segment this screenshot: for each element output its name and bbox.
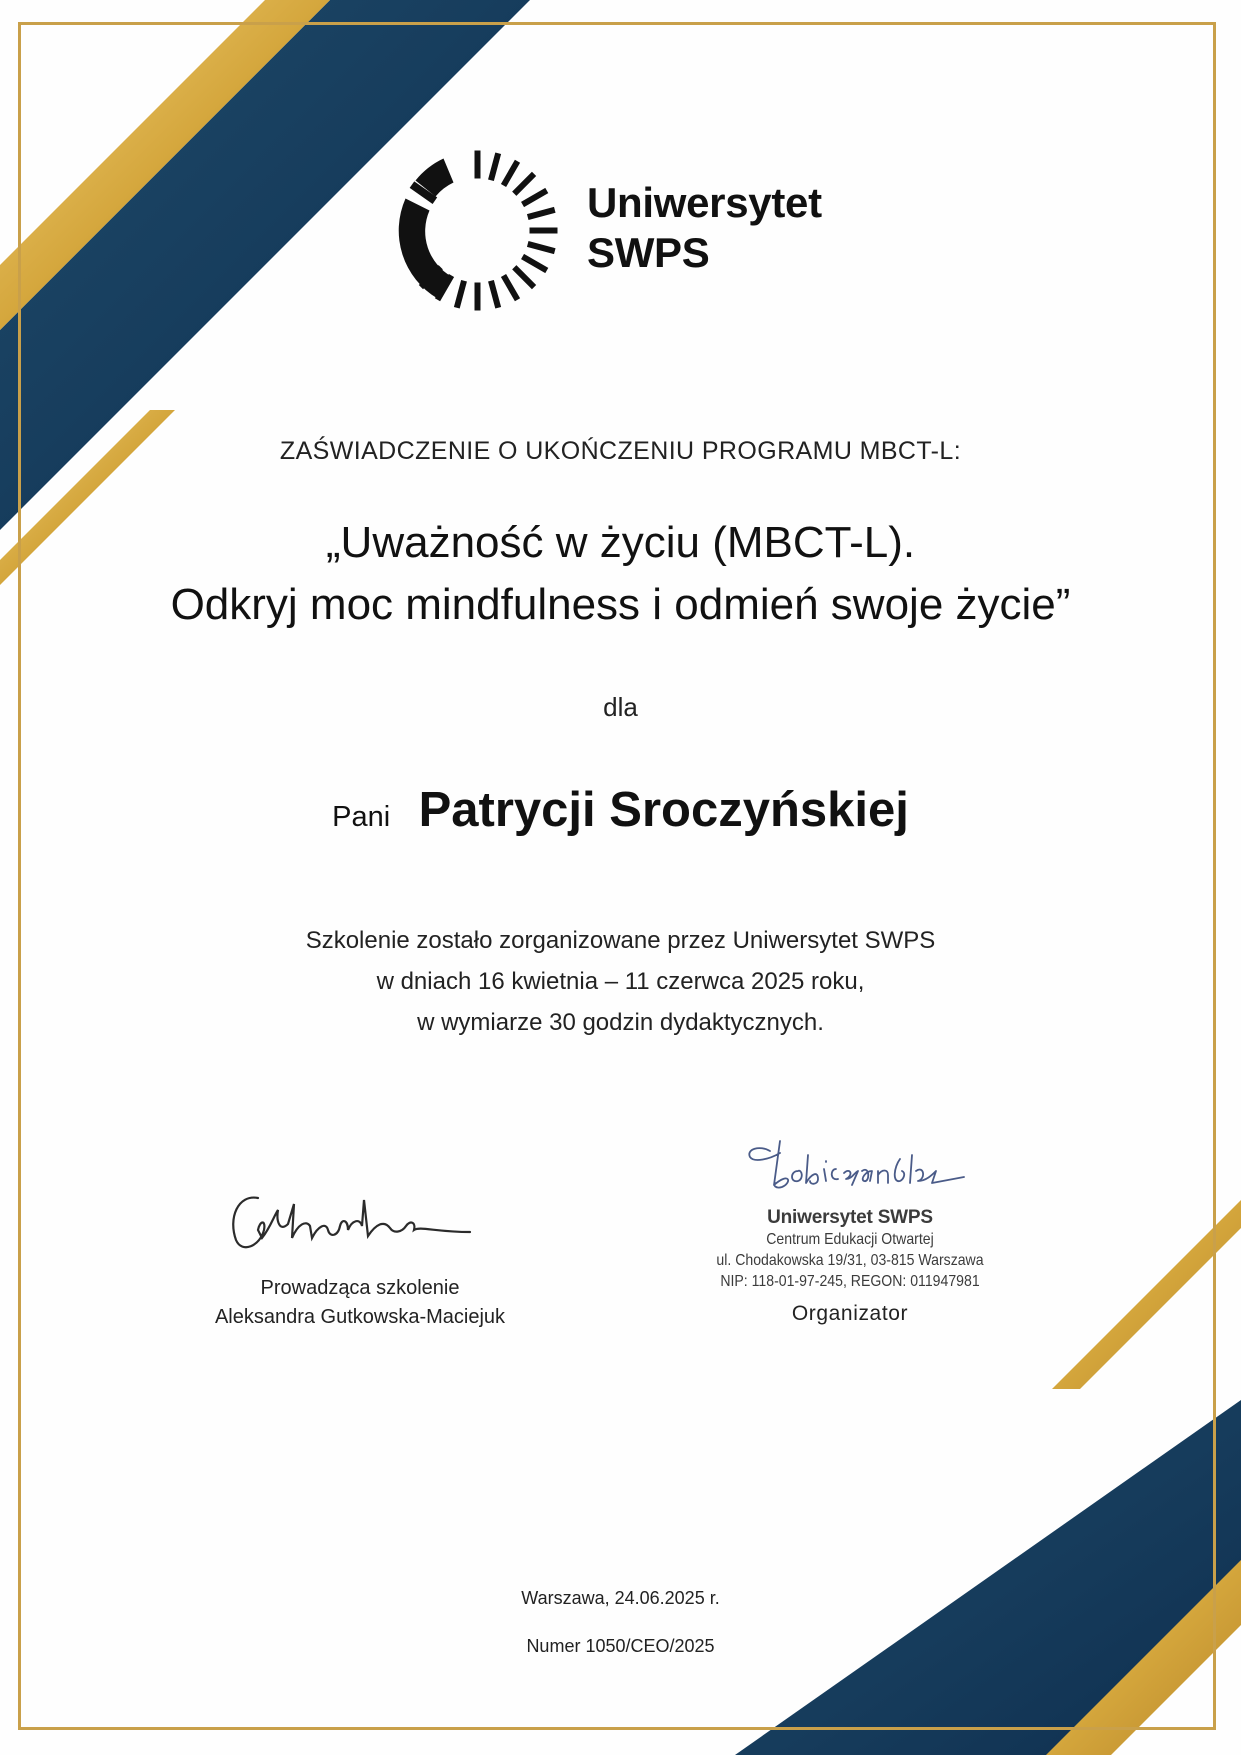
recipient-honorific: Pani bbox=[332, 801, 391, 833]
instructor-name: Aleksandra Gutkowska-Maciejuk bbox=[214, 1306, 506, 1328]
instructor-role: Prowadząca szkolenie bbox=[260, 1277, 460, 1299]
stamp-line-2: ul. Chodakowska 19/31, 03-815 Warszawa bbox=[716, 1252, 984, 1269]
certificate-heading: ZAŚWIADCZENIE O UKOŃCZENIU PROGRAMU MBCT-L: bbox=[279, 437, 962, 465]
recipient-name: Patrycji Sroczyńskiej bbox=[418, 783, 909, 837]
university-logo bbox=[395, 148, 865, 318]
training-description bbox=[0, 920, 1241, 1043]
organizer-stamp bbox=[690, 1207, 1010, 1292]
description-line-2: w dniach 16 kwietnia – 11 czerwca 2025 roku, bbox=[376, 968, 865, 995]
for-label: dla bbox=[603, 692, 638, 722]
program-title-line-1: „Uważność w życiu (MBCT-L). bbox=[325, 518, 916, 567]
logo-line-2: SWPS bbox=[587, 229, 710, 276]
certificate-number: Numer 1050/CEO/2025 bbox=[526, 1636, 715, 1656]
stamp-title: Uniwersytet SWPS bbox=[767, 1207, 933, 1228]
description-line-3: w wymiarze 30 godzin dydaktycznych. bbox=[417, 1009, 824, 1036]
description-line-1: Szkolenie zostało zorganizowane przez Uniwersytet SWPS bbox=[305, 927, 936, 954]
program-title bbox=[0, 512, 1241, 636]
place-and-date: Warszawa, 24.06.2025 r. bbox=[521, 1588, 720, 1608]
stamp-line-1: Centrum Edukacji Otwartej bbox=[766, 1231, 934, 1248]
organizer-signature-image bbox=[740, 1135, 970, 1193]
program-title-line-2: Odkryj moc mindfulness i odmień swoje życie” bbox=[170, 580, 1071, 629]
university-wordmark bbox=[587, 178, 822, 278]
swps-burst-icon bbox=[395, 148, 560, 313]
instructor-signature-image bbox=[220, 1180, 480, 1260]
organizer-label: Organizator bbox=[791, 1302, 909, 1325]
organizer-signature-block bbox=[690, 1135, 1010, 1326]
instructor-signature-block bbox=[180, 1180, 540, 1332]
logo-line-1: Uniwersytet bbox=[587, 179, 822, 226]
instructor-caption bbox=[180, 1274, 540, 1332]
recipient bbox=[0, 782, 1241, 838]
stamp-line-3: NIP: 118-01-97-245, REGON: 011947981 bbox=[720, 1273, 980, 1290]
